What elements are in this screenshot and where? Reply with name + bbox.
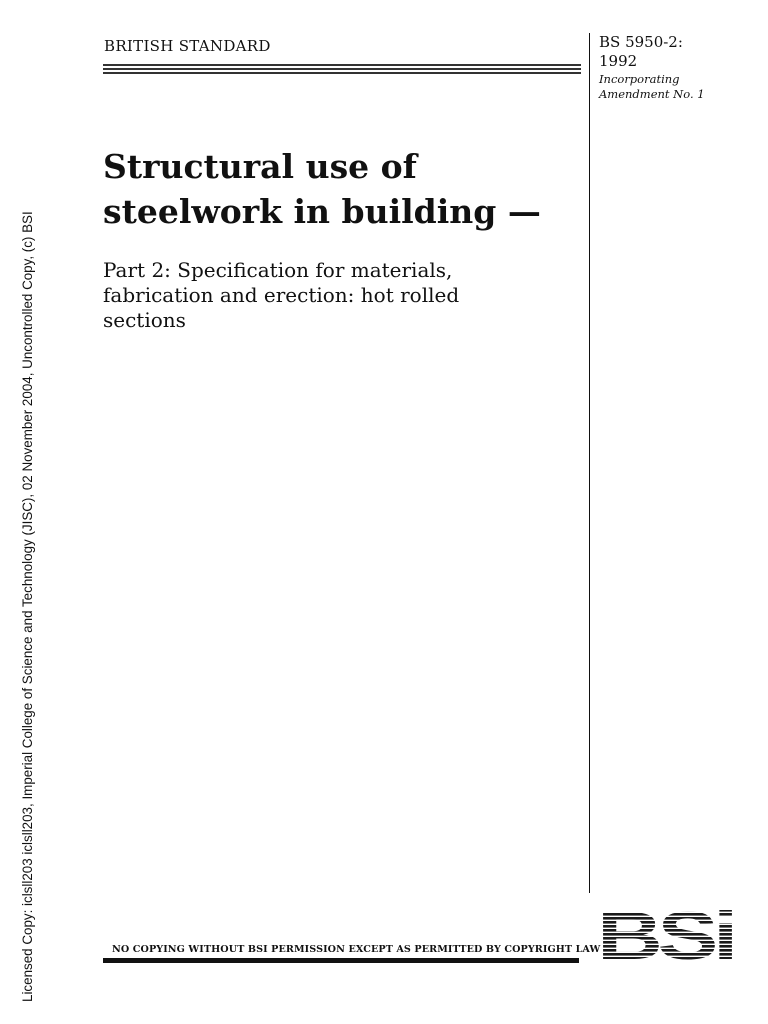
bsi-logo [597,905,733,963]
license-watermark: Licensed Copy: iclsll203 iclsll203, Imperial College of Science and Technology (JISC), 02 November 2004, Uncontrolled Copy, (c) BSI [20,211,35,1002]
subtitle-line-1: Part 2: Specification for materials, [103,258,453,282]
standard-number-code: BS 5950-2: [599,33,683,51]
subtitle-line-2: fabrication and erection: hot rolled [103,283,460,307]
amendment-line-2: Amendment No. 1 [599,87,705,101]
standard-number-year: 1992 [599,52,638,70]
title-line-1: Structural use of [103,147,417,186]
footer-bar [103,958,579,963]
amendment-note [599,72,705,102]
subtitle-line-3: sections [103,308,186,332]
amendment-line-1: Incorporating [599,72,680,86]
svg-text:BSi: BSi [597,905,733,963]
header-rules [103,64,581,74]
copyright-notice: NO COPYING WITHOUT BSI PERMISSION EXCEPT AS PERMITTED BY COPYRIGHT LAW [112,944,601,955]
document-subtitle [103,258,563,333]
title-line-2: steelwork in building — [103,192,541,231]
standard-number [599,33,683,71]
series-label: BRITISH STANDARD [104,37,271,55]
document-title [103,144,583,234]
column-divider [589,33,590,893]
